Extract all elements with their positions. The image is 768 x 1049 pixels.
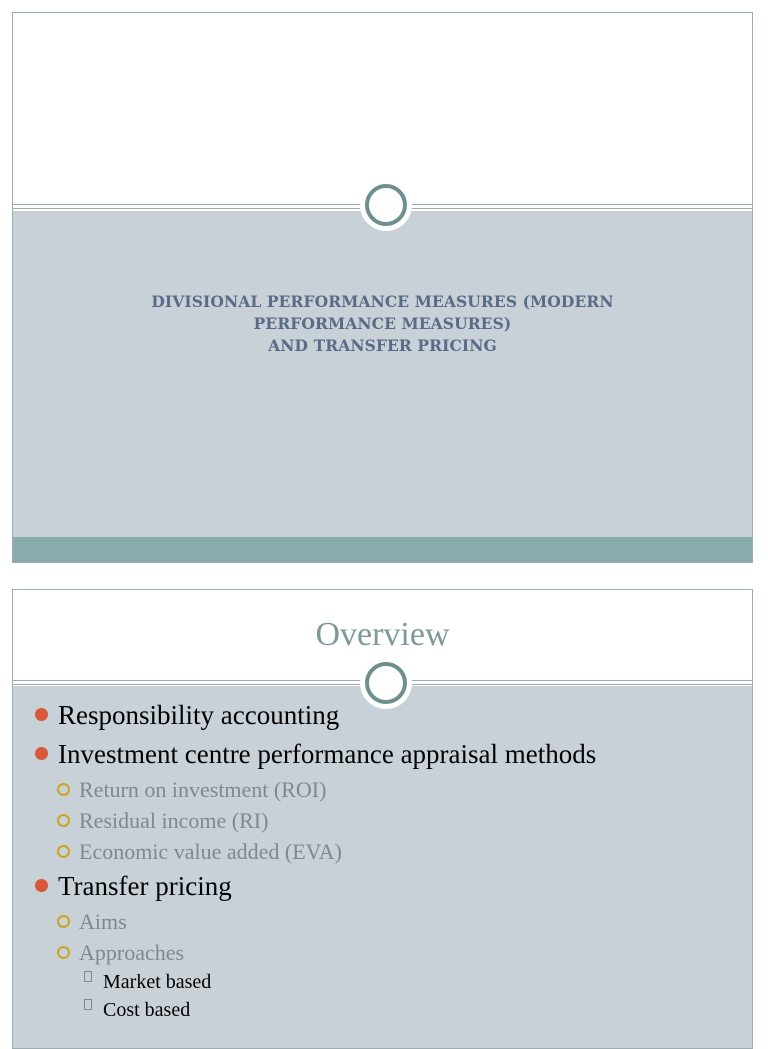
bullet-item: Transfer pricing bbox=[13, 867, 752, 906]
sub-sub-bullet-item: Cost based bbox=[13, 996, 752, 1024]
bullet-dot-icon bbox=[35, 708, 48, 721]
bullet-ring-icon bbox=[57, 814, 70, 827]
bullet-ring-icon bbox=[57, 783, 70, 796]
bullet-item: Investment centre performance appraisal methods bbox=[13, 735, 752, 774]
sub-bullet-item: Economic value added (EVA) bbox=[13, 836, 752, 867]
bullet-ring-icon bbox=[57, 915, 70, 928]
bullet-item: Responsibility accounting bbox=[13, 696, 752, 735]
bullet-square-icon bbox=[84, 971, 92, 982]
slide-1-title-line-2: PERFORMANCE MEASURES) bbox=[253, 314, 512, 333]
bullet-dot-icon bbox=[35, 747, 48, 760]
slide-1-band bbox=[13, 211, 752, 537]
sub-sub-bullet-item: Market based bbox=[13, 968, 752, 996]
slide-1-title-line-1: DIVISIONAL PERFORMANCE MEASURES (MODERN bbox=[151, 292, 614, 311]
sub-bullet-item: Aims bbox=[13, 906, 752, 937]
slide-1 bbox=[12, 12, 753, 563]
sub-bullet-item: Approaches bbox=[13, 937, 752, 968]
sub-bullet-item: Residual income (RI) bbox=[13, 805, 752, 836]
slide-1-title bbox=[73, 291, 692, 357]
slide-1-title-line-3: AND TRANSFER PRICING bbox=[268, 336, 497, 355]
sub-bullet-item: Return on investment (ROI) bbox=[13, 774, 752, 805]
bullet-square-icon bbox=[84, 999, 92, 1010]
slide-2-title: Overview bbox=[315, 616, 450, 653]
bullet-list bbox=[13, 696, 752, 1024]
bullet-ring-icon bbox=[57, 946, 70, 959]
slide-2 bbox=[12, 589, 753, 1049]
slide-1-footer-bar bbox=[13, 537, 752, 563]
circle-ornament bbox=[365, 184, 407, 226]
bullet-ring-icon bbox=[57, 845, 70, 858]
bullet-dot-icon bbox=[35, 879, 48, 892]
